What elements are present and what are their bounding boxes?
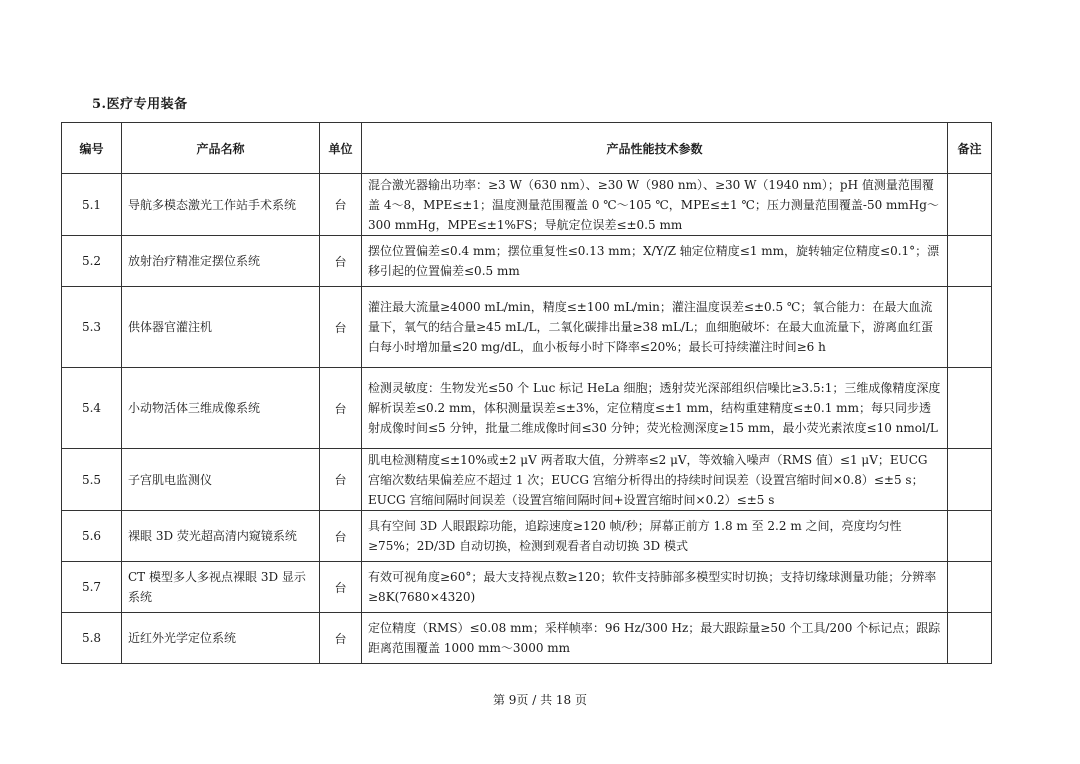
- cell-name: CT 模型多人多视点裸眼 3D 显示系统: [122, 562, 320, 613]
- header-unit: 单位: [320, 123, 362, 174]
- cell-params: 灌注最大流量≥4000 mL/min，精度≤±100 mL/min；灌注温度误差≤±0.5 ℃；氧合能力：在最大血流量下，氧气的结合量≥45 mL/L，二氧化碳排出量≥38 mL/L；血细胞破坏：在最大血流量下，游离血红蛋白每小时增加量≤20 mg/dL，血小板每小时下降率≤20%；最长可持续灌注时间≥6 h: [362, 287, 948, 368]
- cell-params: 定位精度（RMS）≤0.08 mm；采样帧率：96 Hz/300 Hz；最大跟踪量≥50 个工具/200 个标记点；跟踪距离范围覆盖 1000 mm～3000 mm: [362, 613, 948, 664]
- section-title: 5.医疗专用装备: [92, 97, 188, 112]
- cell-name: 放射治疗精准定摆位系统: [122, 236, 320, 287]
- table-header-row: [62, 123, 992, 174]
- cell-remark: [948, 511, 992, 562]
- table-row: [62, 287, 992, 368]
- cell-remark: [948, 562, 992, 613]
- cell-no: 5.6: [62, 511, 122, 562]
- cell-remark: [948, 368, 992, 449]
- cell-name: 裸眼 3D 荧光超高清内窥镜系统: [122, 511, 320, 562]
- cell-no: 5.5: [62, 449, 122, 511]
- table-row: [62, 236, 992, 287]
- cell-no: 5.8: [62, 613, 122, 664]
- cell-no: 5.1: [62, 174, 122, 236]
- table-row: [62, 613, 992, 664]
- cell-name: 供体器官灌注机: [122, 287, 320, 368]
- cell-params: 肌电检测精度≤±10%或±2 μV 两者取大值，分辨率≤2 μV，等效输入噪声（RMS 值）≤1 μV；EUCG 宫缩次数结果偏差应不超过 1 次；EUCG 宫缩分析得出的持续时间误差（设置宫缩时间×0.8）≤±5 s；EUCG 宫缩间隔时间误差（设置宫缩间隔时间+设置宫缩时间×0.2）≤±5 s: [362, 449, 948, 511]
- cell-params: 摆位位置偏差≤0.4 mm；摆位重复性≤0.13 mm；X/Y/Z 轴定位精度≤1 mm，旋转轴定位精度≤0.1°；漂移引起的位置偏差≤0.5 mm: [362, 236, 948, 287]
- cell-unit: 台: [320, 174, 362, 236]
- cell-remark: [948, 287, 992, 368]
- cell-unit: 台: [320, 449, 362, 511]
- cell-name: 近红外光学定位系统: [122, 613, 320, 664]
- table-row: [62, 174, 992, 236]
- cell-params: 检测灵敏度：生物发光≤50 个 Luc 标记 HeLa 细胞；透射荧光深部组织信噪比≥3.5:1；三维成像精度深度解析误差≤0.2 mm，体积测量误差≤±3%，定位精度≤±1 mm，结构重建精度≤±0.1 mm；每只同步透射成像时间≤5 分钟，批量二维成像时间≤30 分钟；荧光检测深度≥15 mm，最小荧光素浓度≤10 nmol/L: [362, 368, 948, 449]
- table-row: [62, 368, 992, 449]
- cell-unit: 台: [320, 613, 362, 664]
- spec-table: [61, 122, 992, 664]
- cell-no: 5.4: [62, 368, 122, 449]
- cell-no: 5.7: [62, 562, 122, 613]
- cell-remark: [948, 613, 992, 664]
- header-no: 编号: [62, 123, 122, 174]
- page-footer: 第 9页 / 共 18 页: [492, 693, 588, 707]
- cell-unit: 台: [320, 511, 362, 562]
- cell-no: 5.3: [62, 287, 122, 368]
- cell-params: 有效可视角度≥60°；最大支持视点数≥120；软件支持肺部多模型实时切换；支持切缘球测量功能；分辨率≥8K(7680×4320): [362, 562, 948, 613]
- cell-remark: [948, 449, 992, 511]
- cell-remark: [948, 236, 992, 287]
- header-remark: 备注: [948, 123, 992, 174]
- cell-unit: 台: [320, 368, 362, 449]
- cell-name: 导航多模态激光工作站手术系统: [122, 174, 320, 236]
- cell-no: 5.2: [62, 236, 122, 287]
- table-row: [62, 511, 992, 562]
- cell-unit: 台: [320, 287, 362, 368]
- cell-params: 具有空间 3D 人眼跟踪功能，追踪速度≥120 帧/秒；屏幕正前方 1.8 m 至 2.2 m 之间，亮度均匀性≥75%；2D/3D 自动切换，检测到观看者自动切换 3D 模式: [362, 511, 948, 562]
- cell-unit: 台: [320, 562, 362, 613]
- cell-unit: 台: [320, 236, 362, 287]
- cell-remark: [948, 174, 992, 236]
- cell-name: 子宫肌电监测仪: [122, 449, 320, 511]
- table-row: [62, 562, 992, 613]
- cell-params: 混合激光器输出功率：≥3 W（630 nm）、≥30 W（980 nm）、≥30 W（1940 nm）；pH 值测量范围覆盖 4～8，MPE≤±1；温度测量范围覆盖 0 ℃～105 ℃，MPE≤±1 ℃；压力测量范围覆盖-50 mmHg～300 mmHg，MPE≤±1%FS；导航定位误差≤±0.5 mm: [362, 174, 948, 236]
- header-params: 产品性能技术参数: [362, 123, 948, 174]
- header-name: 产品名称: [122, 123, 320, 174]
- cell-name: 小动物活体三维成像系统: [122, 368, 320, 449]
- table-row: [62, 449, 992, 511]
